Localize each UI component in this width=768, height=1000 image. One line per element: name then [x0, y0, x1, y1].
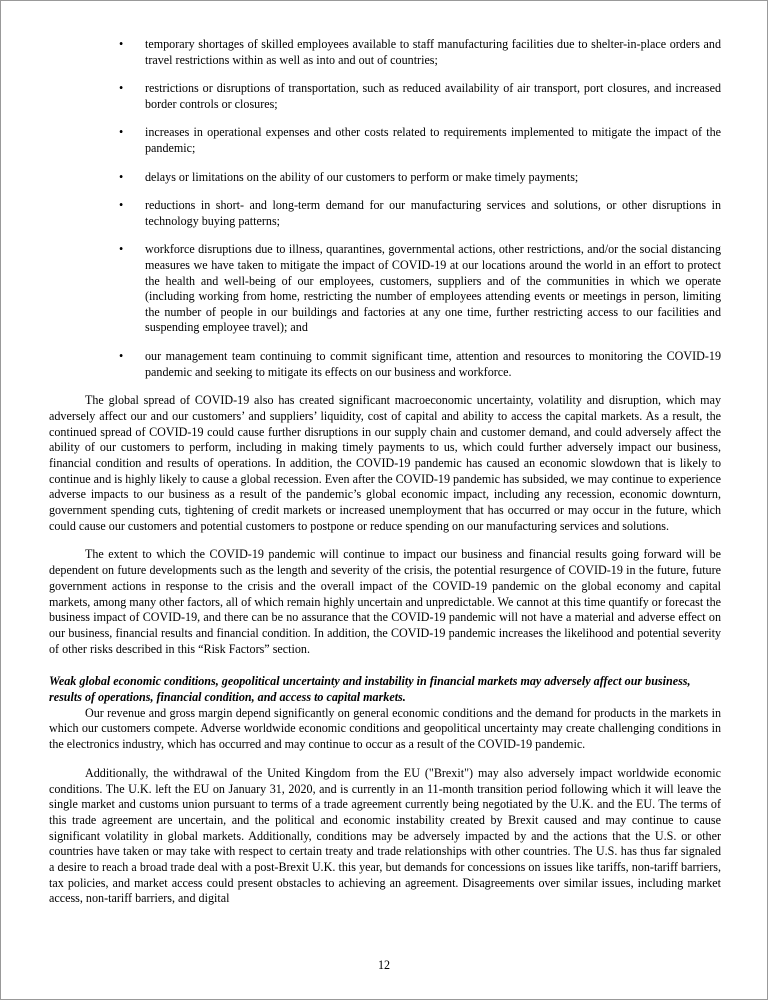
list-item [49, 170, 721, 186]
list-item [49, 125, 721, 156]
bullet-marker-icon: • [119, 37, 124, 51]
list-item-text: restrictions or disruptions of transportation, such as reduced availability of air transport, port closures, and increased border controls or closures; [145, 81, 721, 111]
risk-factor-bullet-list [49, 37, 721, 380]
body-paragraph: Additionally, the withdrawal of the United Kingdom from the EU ("Brexit") may also adversely impact worldwide economic conditions. The U.K. left the EU on January 31, 2020, and is currently in an 11-month transition period following which it will leave the single market and customs union pursuant to terms of a trade agreement currently being negotiated by the U.K. and the EU. The terms of this trade agreement are uncertain, and the political and economic instability created by Brexit caused and may continue to cause significant volatility in global markets. Additionally, conditions may be adversely impacted by and the actions that the U.S. or other countries have taken or may take with respect to certain treaty and trade relationships with other countries. The U.S. has thus far signaled a desire to reach a broad trade deal with a post-Brexit U.K. this year, but demands for concessions on issues like tariffs, non-tariff barriers, tax policies, and market access could present obstacles to achieving an agreement. Disagreements over similar issues, including market access, non-tariff barriers, and digital [49, 765, 721, 906]
section-heading: Weak global economic conditions, geopolitical uncertainty and instability in financial markets may adversely affect our business, results of operations, financial condition, and access to capital markets. [49, 674, 691, 705]
list-item [49, 81, 721, 112]
bullet-marker-icon: • [119, 242, 124, 257]
bullet-marker-icon: • [119, 125, 124, 140]
bullet-marker-icon: • [119, 198, 124, 213]
list-item-text: reductions in short- and long-term demand for our manufacturing services and solutions, or other disruptions in technology buying patterns; [145, 198, 721, 228]
list-item-text: temporary shortages of skilled employees available to staff manufacturing facilities due to shelter-in-place orders and travel restrictions within as well as into and out of countries; [145, 37, 721, 67]
list-item [49, 242, 721, 336]
list-item-text: workforce disruptions due to illness, quarantines, governmental actions, other restrictions, and/or the social distancing measures we have taken to mitigate the impact of COVID-19 at our locations around the world in an effort to protect the health and well-being of our employees, customers, suppliers and of the communities in which we operate (including working from home, restricting the number of employees attending events or meetings in person, limiting the number of people in our buildings and factories at any one time, further restricting access to our facilities and suspending employee travel); and [145, 242, 721, 335]
bullet-marker-icon: • [119, 348, 124, 363]
list-item-text: delays or limitations on the ability of our customers to perform or make timely payments; [145, 169, 579, 184]
bullet-marker-icon: • [119, 169, 124, 184]
list-item-text: our management team continuing to commit significant time, attention and resources to monitoring the COVID-19 pandemic and seeking to mitigate its effects on our business and workforce. [145, 348, 721, 379]
body-paragraph: The global spread of COVID-19 also has created significant macroeconomic uncertainty, volatility and disruption, which may adversely affect our and our customers’ and suppliers’ liquidity, cost of capital and ability to access the capital markets. As a result, the continued spread of COVID-19 could cause further disruptions in our supply chain and customer demand, and could adversely affect the ability of our customers to perform, including in making timely payments to us, which could further adversely impact our business, financial condition and results of operations. In addition, the COVID-19 pandemic has caused an economic slowdown that is likely to continue and is highly likely to cause a global recession. Even after the COVID-19 pandemic has subsided, we may continue to experience adverse impacts to our business as a result of the pandemic’s global economic impact, including any recession, economic downturn, government spending cuts, tightening of credit markets or increased unemployment that has occurred or may occur in the future, which could cause our customers and potential customers to postpone or reduce spending on our manufacturing services and solutions. [49, 393, 722, 533]
bullet-marker-icon: • [119, 81, 124, 96]
list-item [49, 349, 721, 380]
body-paragraph: Our revenue and gross margin depend significantly on general economic conditions and the demand for products in the markets in which our customers compete. Adverse worldwide economic conditions and geopolitical uncertainty may create challenging conditions in the electronics industry, which has occurred and may continue to occur as a result of the COVID-19 pandemic. [49, 705, 721, 752]
body-paragraph: The extent to which the COVID-19 pandemic will continue to impact our business and financial results going forward will be dependent on future developments such as the length and severity of the crisis, the potential resurgence of COVID-19 in the future, future government actions in response to the crisis and the overall impact of the COVID-19 pandemic on the global economy and capital markets, among many other factors, all of which remain highly uncertain and unpredictable. We cannot at this time quantify or forecast the business impact of COVID-19, and there can be no assurance that the COVID-19 pandemic will not have a material and adverse effect on our business, financial results and financial condition. In addition, the COVID-19 pandemic increases the likelihood and potential severity of other risks described in this “Risk Factors” section. [49, 547, 721, 656]
list-item-text: increases in operational expenses and other costs related to requirements implemented to mitigate the impact of the pandemic; [145, 125, 721, 155]
page-content [49, 37, 721, 907]
list-item [49, 37, 721, 68]
list-item [49, 198, 721, 229]
page-number: 12 [377, 958, 391, 972]
